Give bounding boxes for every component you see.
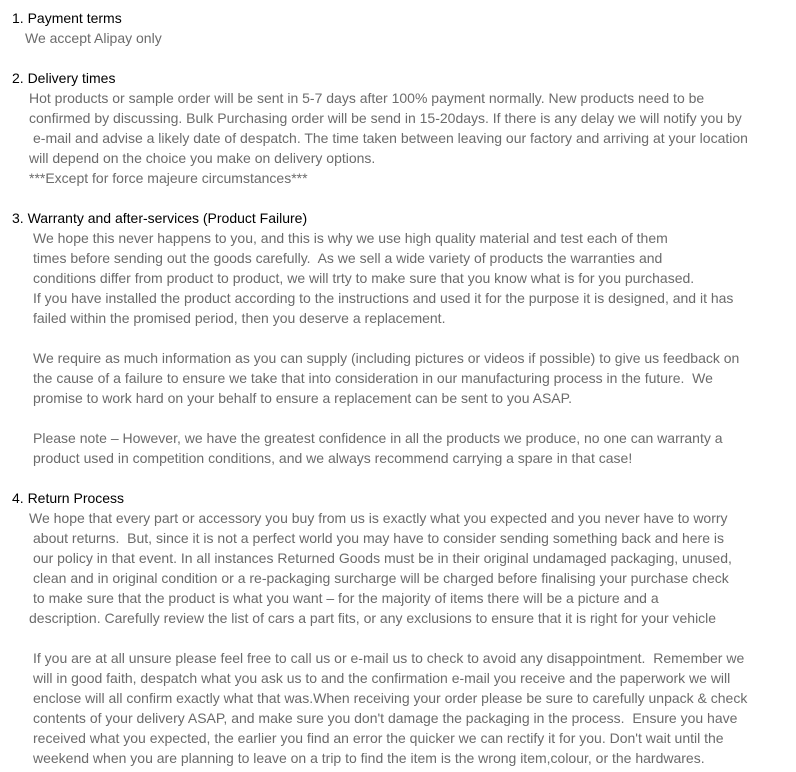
warranty-text-line: Please note – However, we have the greatest confidence in all the products we produce, no one can warranty a — [33, 430, 723, 446]
return-text-line: contents of your delivery ASAP, and make sure you don't damage the packaging in the process. Ensure you have — [33, 710, 738, 726]
return-text-line: If you are at all unsure please feel free to call us or e-mail us to check to avoid any disappointment. Remember we — [33, 650, 745, 666]
return-text-line: will in good faith, despatch what you ask us to and the confirmation e-mail you receive and the paperwork we will — [33, 670, 731, 686]
warranty-text-line: promise to work hard on your behalf to ensure a replacement can be sent to you ASAP. — [33, 390, 573, 406]
return-text-line: weekend when you are planning to leave on a trip to find the item is the wrong item,colour, or the hardwares. — [33, 750, 705, 766]
warranty-text-line: the cause of a failure to ensure we take that into consideration in our manufacturing process in the future. We — [33, 370, 713, 386]
warranty-text-line: We require as much information as you can supply (including pictures or videos if possible) to give us feedback on — [33, 350, 740, 366]
section-heading-return-process: 4. Return Process — [12, 490, 125, 506]
return-text-line: about returns. But, since it is not a perfect world you may have to consider sending something back and here is — [33, 530, 725, 546]
delivery-text-line: ***Except for force majeure circumstances*** — [29, 170, 308, 186]
section-heading-payment-terms: 1. Payment terms — [12, 10, 122, 26]
return-text-line: to make sure that the product is what you want – for the majority of items there will be a picture and a — [33, 590, 659, 606]
return-text-line: received what you expected, the earlier you find an error the quicker we can rectify it for you. Don't wait until the — [33, 730, 724, 746]
return-text-line: enclose will all confirm exactly what that was.When receiving your order please be sure to carefully unpack & check — [33, 690, 748, 706]
delivery-text-line: Hot products or sample order will be sent in 5-7 days after 100% payment normally. New products need to be — [29, 90, 705, 106]
return-text-line: We hope that every part or accessory you buy from us is exactly what you expected and you never have to worry — [29, 510, 728, 526]
delivery-text-line: confirmed by discussing. Bulk Purchasing order will be send in 15-20days. If there is any delay we will notify you by — [29, 110, 742, 126]
payment-terms-text: We accept Alipay only — [25, 30, 162, 46]
section-heading-delivery-times: 2. Delivery times — [12, 70, 116, 86]
delivery-text-line: e-mail and advise a likely date of despatch. The time taken between leaving our factory and arriving at your location — [33, 130, 748, 146]
warranty-text-line: We hope this never happens to you, and this is why we use high quality material and test each of them — [33, 230, 668, 246]
warranty-text-line: product used in competition conditions, and we always recommend carrying a spare in that case! — [33, 450, 633, 466]
return-text-line: clean and in original condition or a re-packaging surcharge will be charged before finalising your purchase check — [33, 570, 729, 586]
warranty-text-line: conditions differ from product to product, we will trty to make sure that you know what is for you purchased. — [33, 270, 695, 286]
return-text-line: description. Carefully review the list of cars a part fits, or any exclusions to ensure that it is right for your vehicle — [29, 610, 717, 626]
warranty-text-line: times before sending out the goods carefully. As we sell a wide variety of products the warranties and — [33, 250, 663, 266]
warranty-text-line: If you have installed the product according to the instructions and used it for the purpose it is designed, and it has — [33, 290, 734, 306]
section-heading-warranty: 3. Warranty and after-services (Product Failure) — [12, 210, 308, 226]
warranty-text-line: failed within the promised period, then you deserve a replacement. — [33, 310, 446, 326]
delivery-text-line: will depend on the choice you make on delivery options. — [29, 150, 376, 166]
return-text-line: our policy in that event. In all instances Returned Goods must be in their original undamaged packaging, unused, — [33, 550, 732, 566]
